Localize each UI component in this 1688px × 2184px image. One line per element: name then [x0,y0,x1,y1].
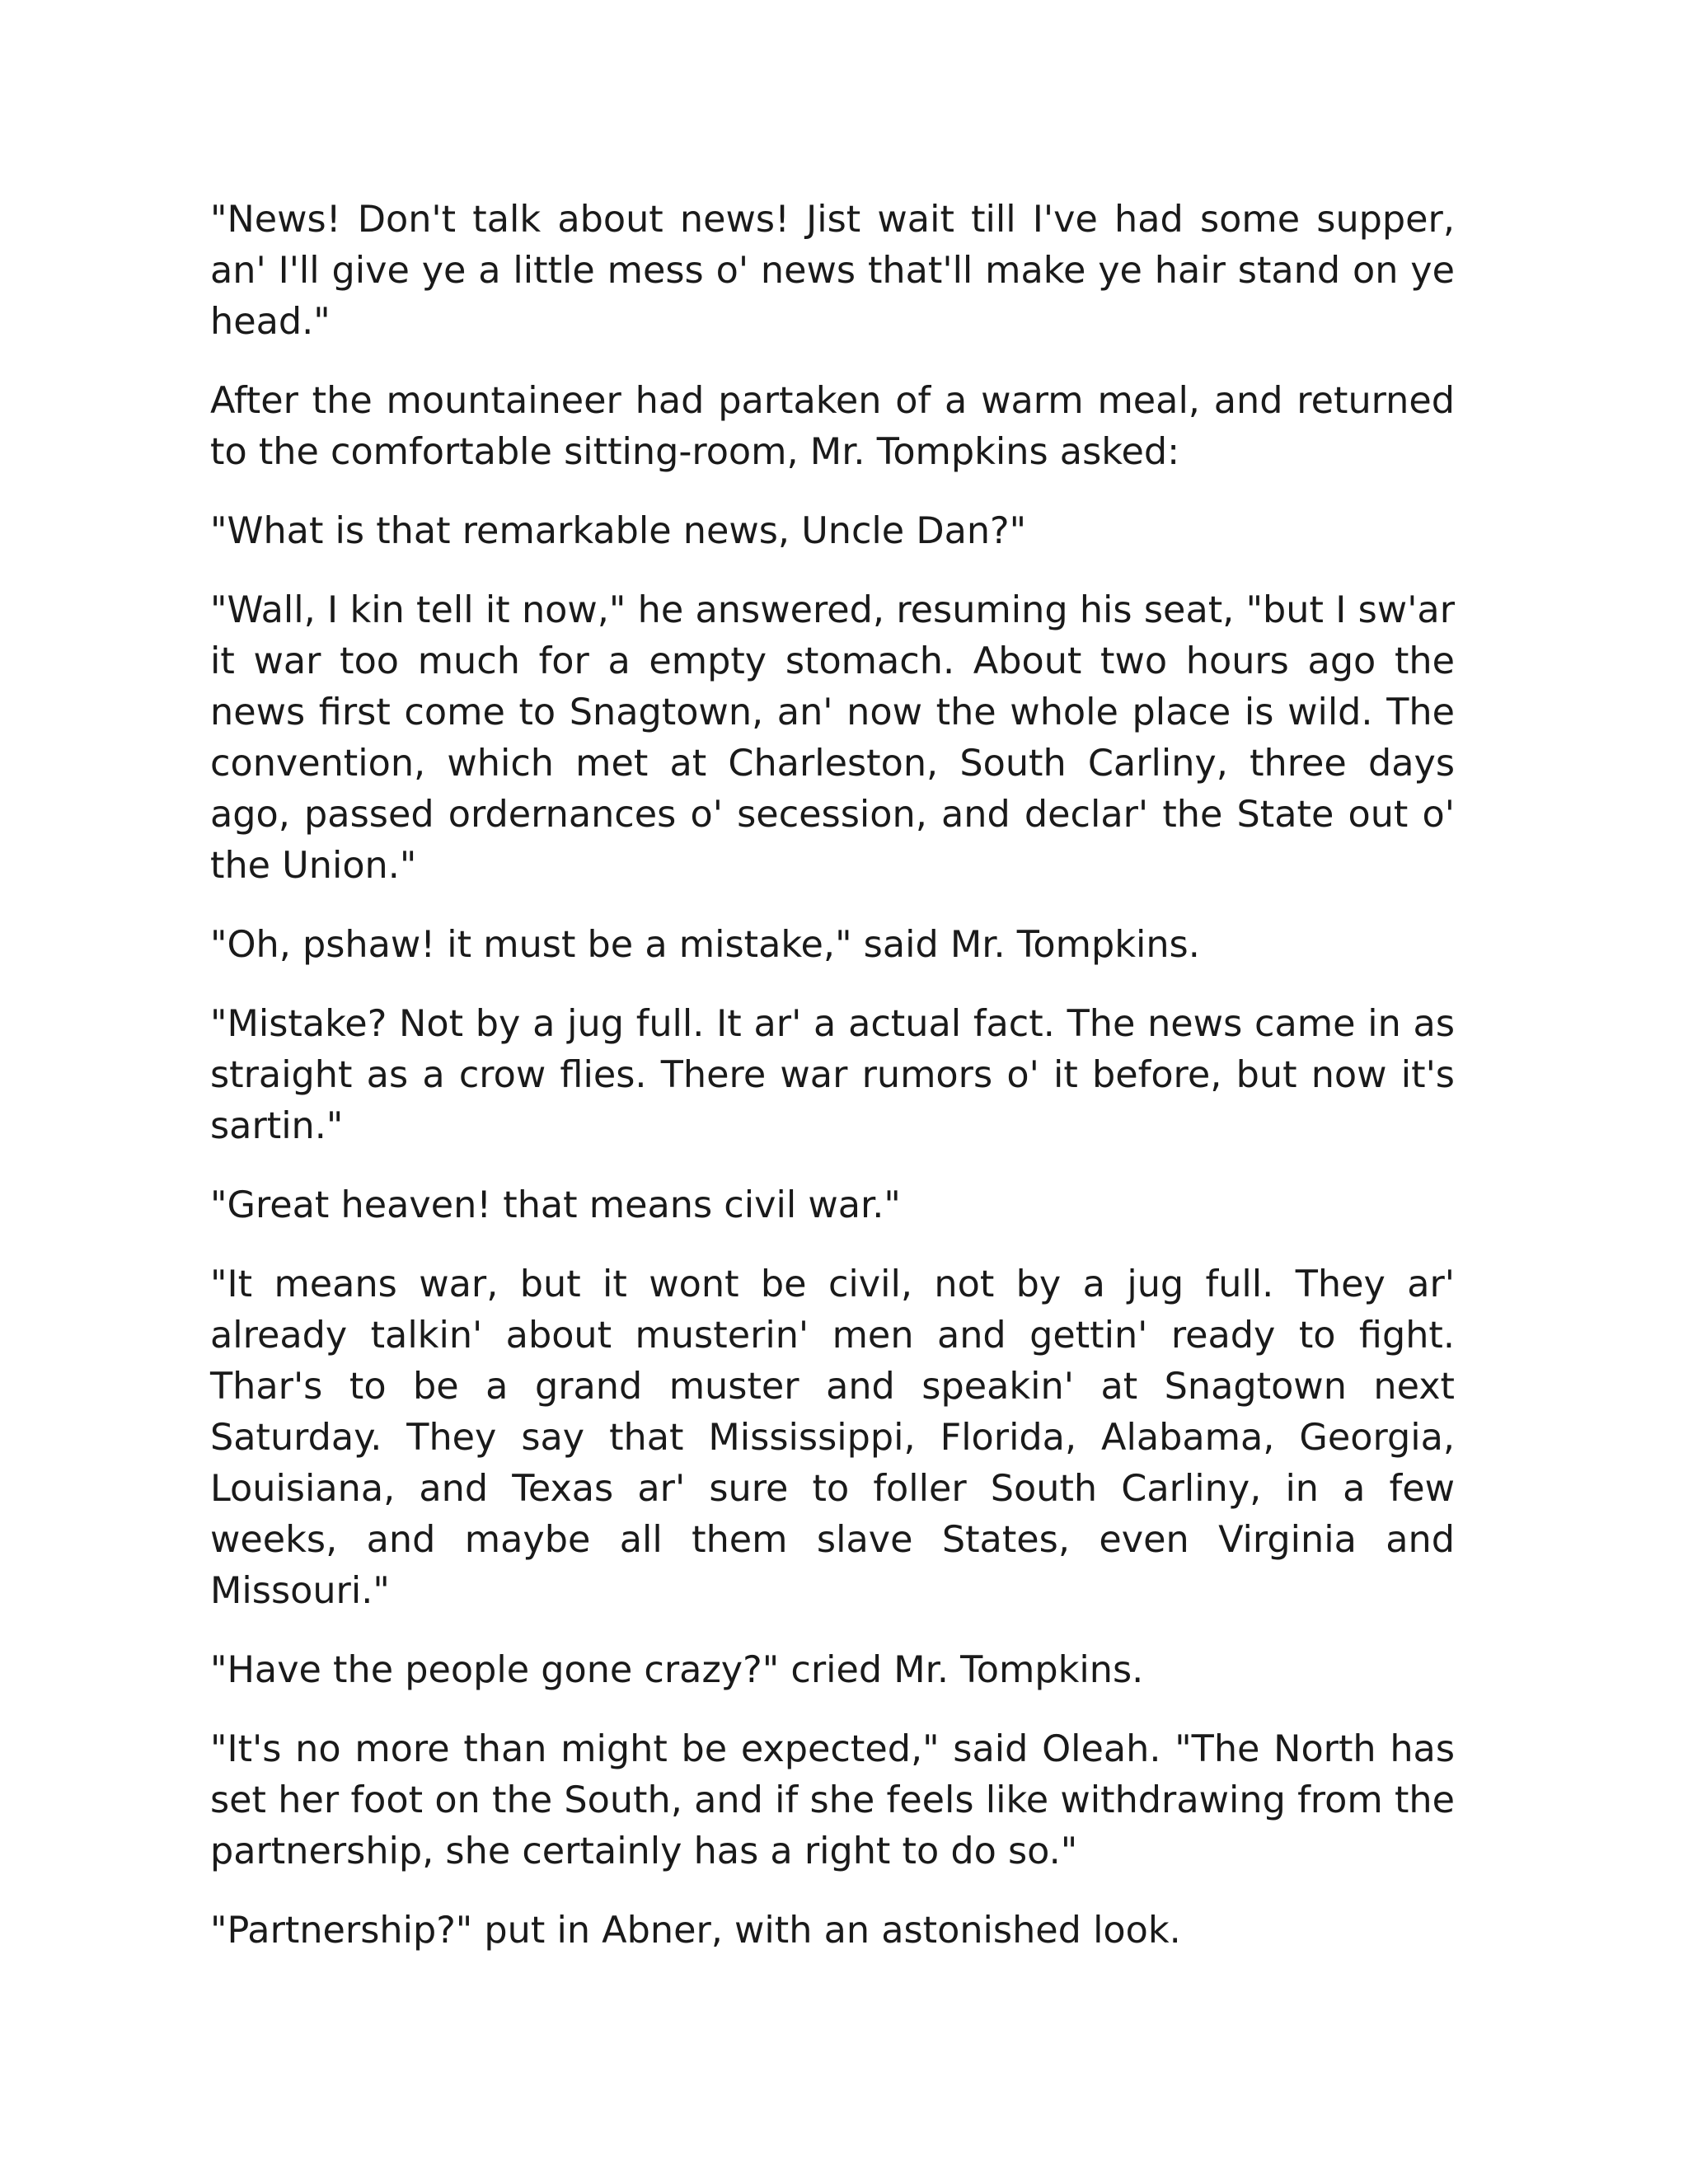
paragraph-9: "Have the people gone crazy?" cried Mr. Tompkins. [210,1649,1144,1691]
paragraph-5: "Oh, pshaw! it must be a mistake," said Mr. Tompkins. [210,924,1200,966]
paragraph-7: "Great heaven! that means civil war." [210,1184,901,1226]
paragraph-4: "Wall, I kin tell it now," he answered, resuming his seat, "but I sw'ar it war too much for a empty stomach. About two hours ago the news first come to Snagtown, an' now the whole place is wild. The convention, which met at Charleston, South Carliny, three days ago, passed ordernances o' secession, and declar' the State out o' the Union." [210,589,1455,887]
paragraph-10: "It's no more than might be expected," said Oleah. "The North has set her foot on the South, and if she feels like withdrawing from the partnership, she certainly has a right to do so." [210,1728,1455,1872]
paragraph-8: "It means war, but it wont be civil, not by a jug full. They ar' already talkin' about musterin' men and gettin' ready to fight. Thar's to be a grand muster and speakin' at Snagtown next Saturday. They say that Mississippi, Florida, Alabama, Georgia, Louisiana, and Texas ar' sure to foller South Carliny, in a few weeks, and maybe all them slave States, even Virginia and Missouri." [210,1263,1455,1612]
paragraph-11: "Partnership?" put in Abner, with an astonished look. [210,1910,1181,1952]
paragraph-3: "What is that remarkable news, Uncle Dan?" [210,510,1027,552]
paragraph-1: "News! Don't talk about news! Jist wait till I've had some supper, an' I'll give ye a little mess o' news that'll make ye hair stand on ye head." [210,199,1455,343]
paragraph-2: After the mountaineer had partaken of a warm meal, and returned to the comfortable sitting-room, Mr. Tompkins asked: [210,380,1455,473]
page-text [210,194,1455,1985]
paragraph-6: "Mistake? Not by a jug full. It ar' a actual fact. The news came in as straight as a crow flies. There war rumors o' it before, but now it's sartin." [210,1003,1455,1147]
